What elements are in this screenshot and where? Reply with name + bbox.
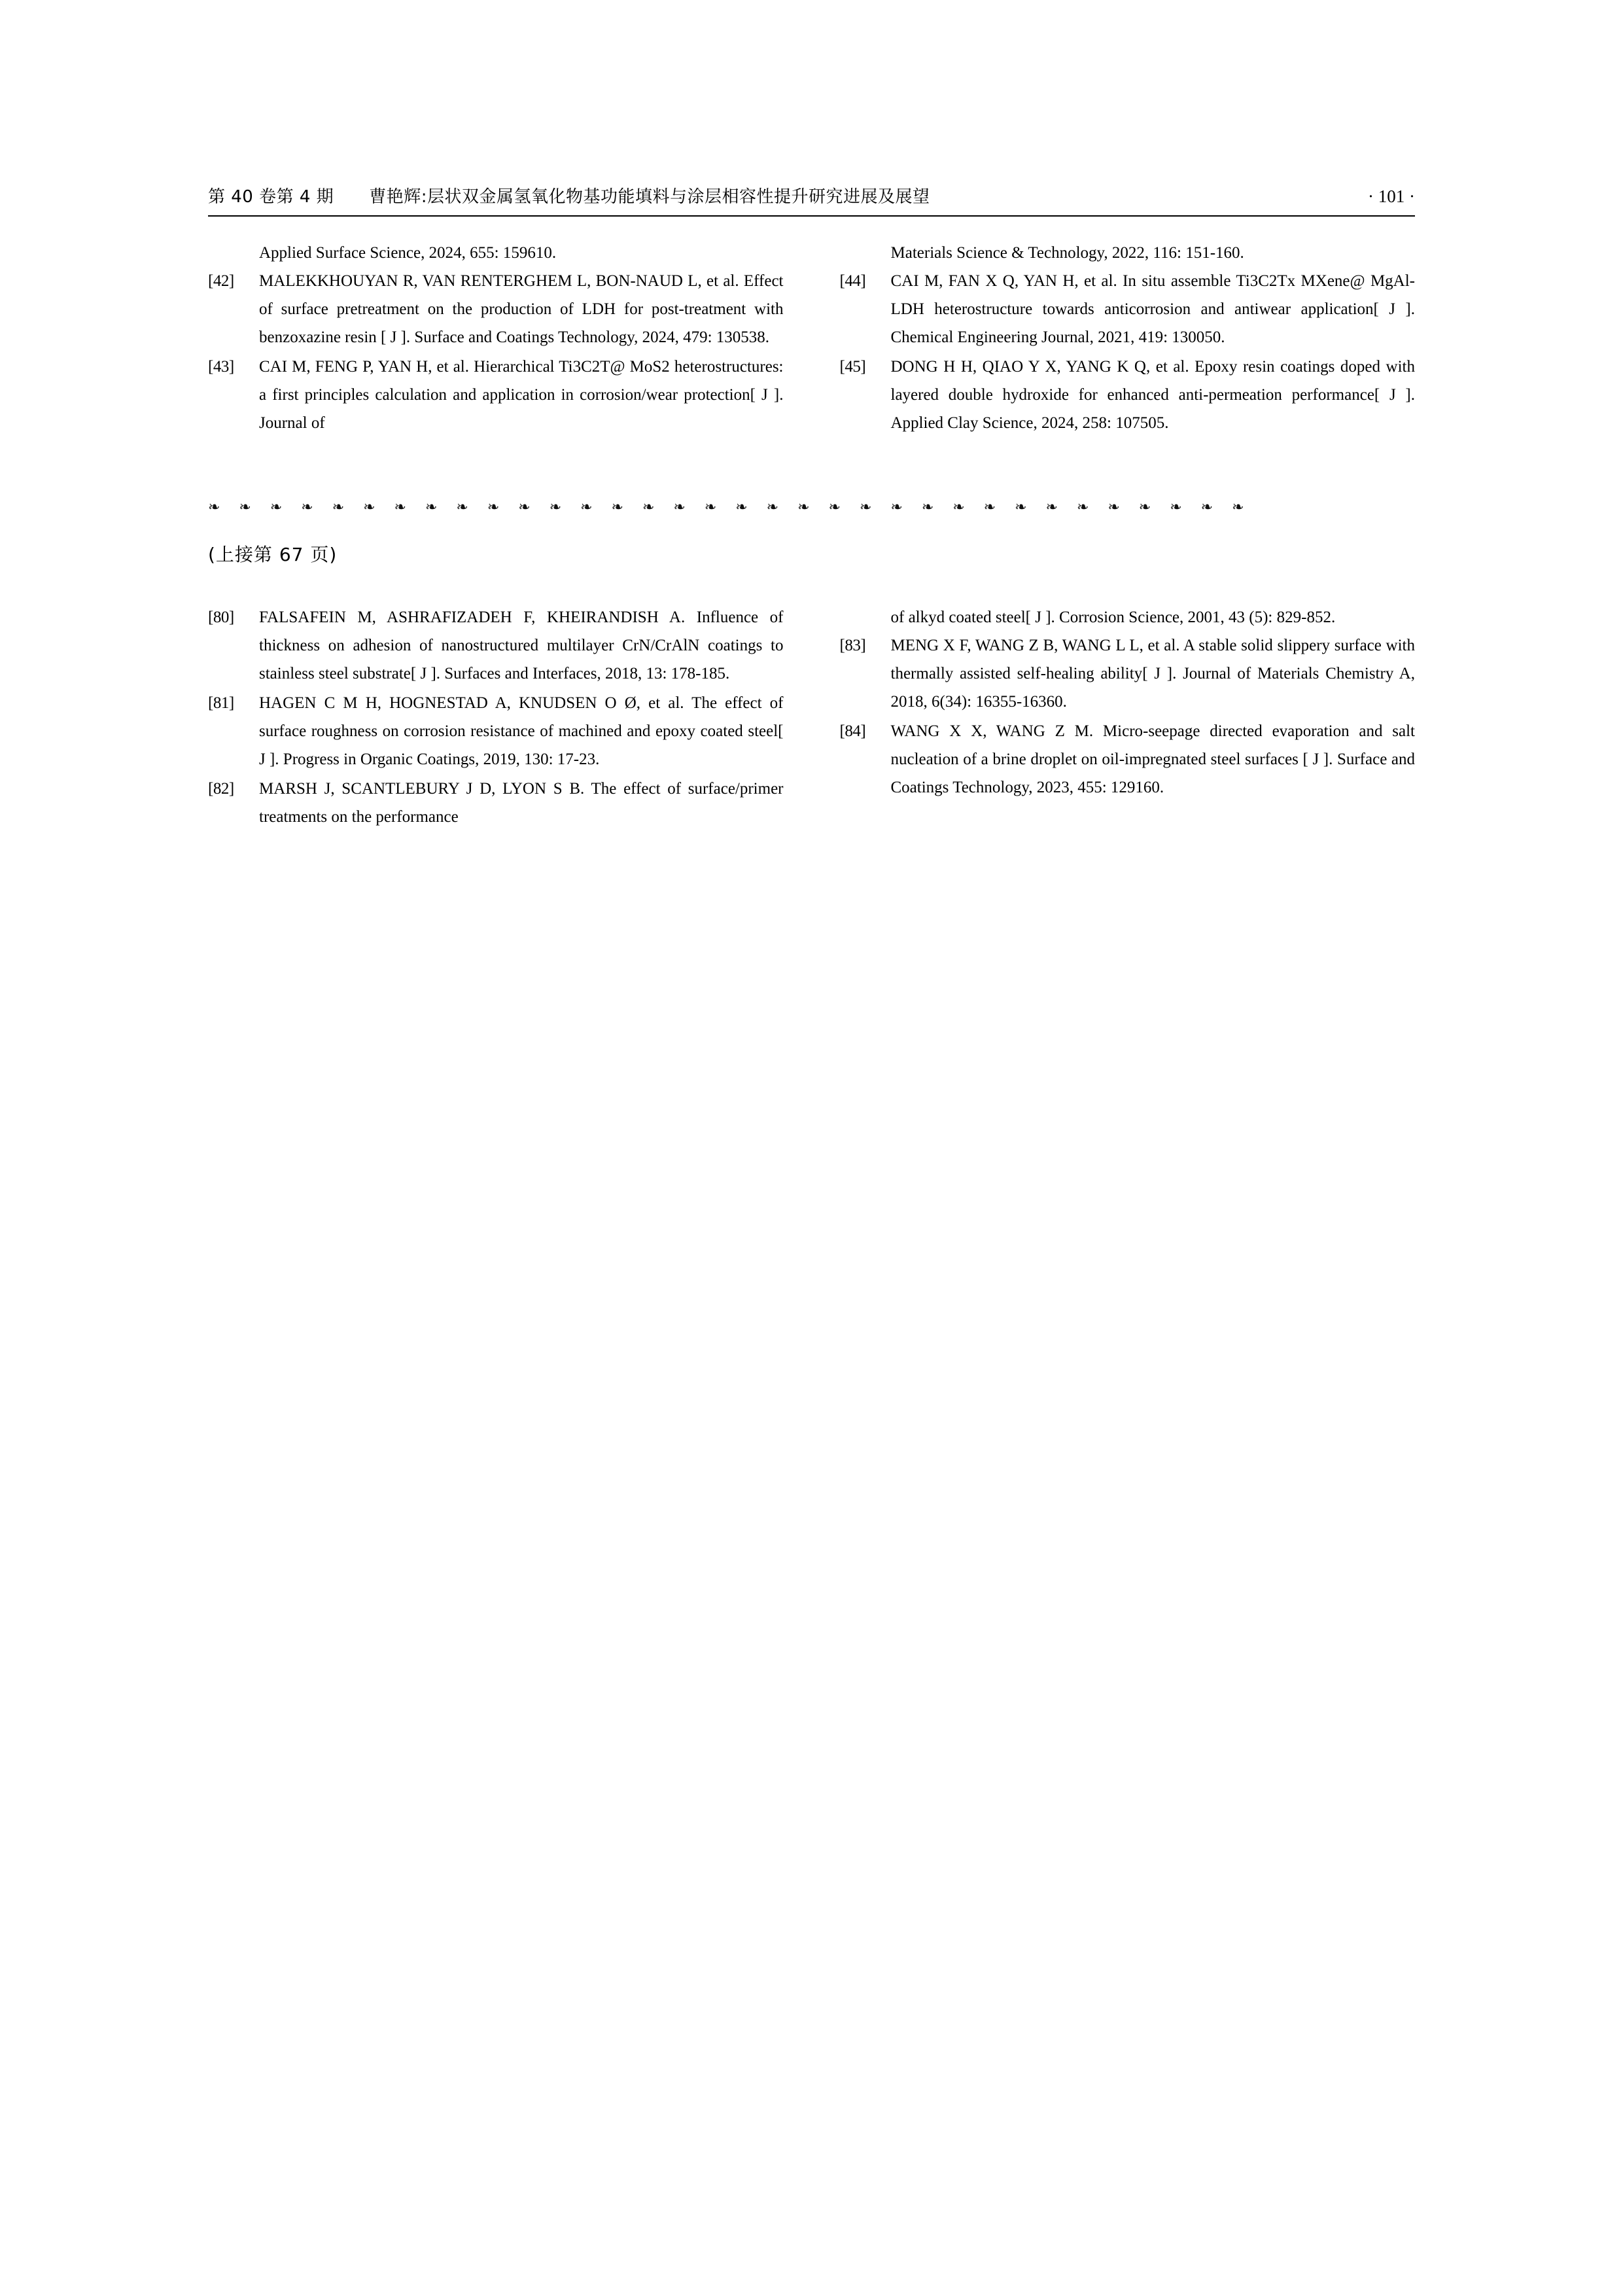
page-number: · 101 · bbox=[1368, 186, 1415, 206]
reference-text: WANG X X, WANG Z M. Micro-seepage directed evaporation and salt nucleation of a brine droplet on oil-impregnated steel surfaces [ J ]. Surface and Coatings Technology, 2023, 455: 129160. bbox=[890, 722, 1415, 796]
reference-entry bbox=[208, 603, 784, 688]
bottom-left-column bbox=[208, 603, 784, 832]
running-title: 曹艳辉:层状双金属氢氧化物基功能填料与涂层相容性提升研究进展及展望 bbox=[369, 187, 930, 207]
running-head bbox=[208, 183, 1415, 217]
top-reference-section bbox=[208, 239, 1415, 438]
running-head-left bbox=[208, 183, 930, 207]
reference-number: [83] bbox=[839, 637, 866, 654]
continued-from-note: (上接第 67 页) bbox=[208, 544, 338, 565]
reference-text: FALSAFEIN M, ASHRAFIZADEH F, KHEIRANDISH A. Influence of thickness on adhesion of nanostructured multilayer CrN/CrAlN coatings to stainless steel substrate[ J ]. Surfaces and Interfaces, 2018, 13: 178-185. bbox=[259, 609, 784, 682]
reference-number: [44] bbox=[839, 272, 866, 290]
reference-continuation: Applied Surface Science, 2024, 655: 159610. bbox=[259, 244, 557, 262]
reference-number: [43] bbox=[208, 358, 234, 376]
reference-entry bbox=[208, 689, 784, 773]
top-left-column bbox=[208, 239, 784, 438]
reference-entry bbox=[840, 631, 1416, 716]
reference-entry bbox=[208, 775, 784, 831]
reference-number: [45] bbox=[839, 358, 866, 376]
reference-text: HAGEN C M H, HOGNESTAD A, KNUDSEN O Ø, et al. The effect of surface roughness on corrosion resistance of machined and epoxy coated steel[ J ]. Progress in Organic Coatings, 2019, 130: 17-23. bbox=[259, 694, 784, 768]
reference-entry bbox=[208, 267, 784, 351]
reference-text: MENG X F, WANG Z B, WANG L L, et al. A stable solid slippery surface with thermally assisted self-healing ability[ J ]. Journal of Materials Chemistry A, 2018, 6(34): 16355-16360. bbox=[890, 637, 1415, 711]
page-content bbox=[208, 183, 1415, 832]
reference-number: [82] bbox=[208, 780, 234, 798]
bottom-reference-section bbox=[208, 603, 1415, 832]
top-right-column bbox=[840, 239, 1416, 438]
reference-entry bbox=[840, 717, 1416, 802]
reference-entry bbox=[840, 267, 1416, 351]
reference-continuation: of alkyd coated steel[ J ]. Corrosion Science, 2001, 43 (5): 829-852. bbox=[890, 609, 1336, 626]
volume-issue: 第 40 卷第 4 期 bbox=[208, 187, 334, 207]
reference-number: [80] bbox=[208, 609, 234, 626]
reference-text: CAI M, FENG P, YAN H, et al. Hierarchical Ti3C2T@ MoS2 heterostructures: a first principles calculation and application in corrosion/wear protection[ J ]. Journal of bbox=[259, 358, 784, 432]
reference-text: DONG H H, QIAO Y X, YANG K Q, et al. Epoxy resin coatings doped with layered double hydroxide for enhanced anti-permeation performance[ J ]. Applied Clay Science, 2024, 258: 107505. bbox=[890, 358, 1415, 432]
bottom-right-column bbox=[840, 603, 1416, 832]
reference-text: MARSH J, SCANTLEBURY J D, LYON S B. The effect of surface/primer treatments on the performance bbox=[259, 780, 784, 826]
reference-text: CAI M, FAN X Q, YAN H, et al. In situ assemble Ti3C2Tx MXene@ MgAl-LDH heterostructure towards anticorrosion and antiwear application[ J ]. Chemical Engineering Journal, 2021, 419: 130050. bbox=[890, 272, 1415, 346]
reference-entry bbox=[840, 353, 1416, 437]
reference-number: [84] bbox=[839, 722, 866, 740]
reference-text: MALEKKHOUYAN R, VAN RENTERGHEM L, BON-NAUD L, et al. Effect of surface pretreatment on the production of LDH for post-treatment with benzoxazine resin [ J ]. Surface and Coatings Technology, 2024, 479: 130538. bbox=[259, 272, 784, 346]
decorative-separator: ❧ ❧ ❧ ❧ ❧ ❧ ❧ ❧ ❧ ❧ ❧ ❧ ❧ ❧ ❧ ❧ ❧ ❧ ❧ ❧ ❧ ❧ ❧ ❧ ❧ ❧ ❧ ❧ ❧ ❧ ❧ ❧ ❧ ❧ bbox=[208, 499, 1251, 516]
reference-continuation: Materials Science & Technology, 2022, 116: 151-160. bbox=[890, 244, 1244, 262]
reference-number: [81] bbox=[208, 694, 234, 712]
reference-number: [42] bbox=[208, 272, 234, 290]
reference-entry bbox=[208, 353, 784, 437]
